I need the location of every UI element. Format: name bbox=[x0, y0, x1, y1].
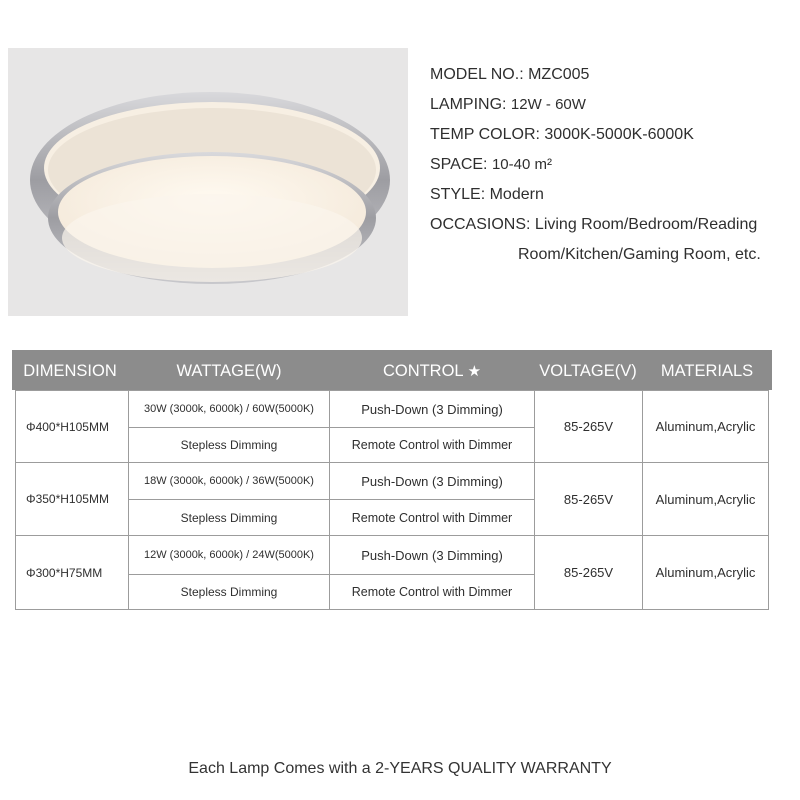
table-header bbox=[12, 350, 772, 390]
table-row-2-control-remote: Remote Control with Dimmer bbox=[329, 499, 535, 536]
spec-temp-color: TEMP COLOR: 3000K-5000K-6000K bbox=[430, 126, 694, 143]
table-row-1-voltage: 85-265V bbox=[534, 390, 643, 463]
table-row-3-voltage: 85-265V bbox=[534, 535, 643, 610]
spec-style: STYLE: Modern bbox=[430, 186, 544, 203]
warranty-note: Each Lamp Comes with a 2-YEARS QUALITY WARRANTY bbox=[188, 760, 612, 777]
table-row-1-control-push: Push-Down (3 Dimming) bbox=[329, 390, 535, 428]
product-photo bbox=[8, 48, 408, 316]
table-row-1-dimming: Stepless Dimming bbox=[128, 427, 330, 463]
spec-space: SPACE: 10-40 m² bbox=[430, 156, 552, 173]
table-row-3-control-push: Push-Down (3 Dimming) bbox=[329, 535, 535, 575]
spec-table bbox=[12, 350, 772, 610]
table-row-2-dimming: Stepless Dimming bbox=[128, 499, 330, 536]
table-row-3-control-remote: Remote Control with Dimmer bbox=[329, 574, 535, 610]
table-row-2-control-push: Push-Down (3 Dimming) bbox=[329, 462, 535, 500]
table-row-1-control-remote: Remote Control with Dimmer bbox=[329, 427, 535, 463]
table-row-3-dimming: Stepless Dimming bbox=[128, 574, 330, 610]
header-wattage: WATTAGE(W) bbox=[176, 362, 282, 380]
table-row-2-materials: Aluminum,Acrylic bbox=[642, 462, 769, 536]
spec-lamping: LAMPING: 12W - 60W bbox=[430, 96, 586, 113]
table-row-2-voltage: 85-265V bbox=[534, 462, 643, 536]
spec-occasions: OCCASIONS: Living Room/Bedroom/Reading bbox=[430, 216, 758, 233]
table-row-3-wattage: 12W (3000k, 6000k) / 24W(5000K) bbox=[128, 535, 330, 575]
table-row-2-wattage: 18W (3000k, 6000k) / 36W(5000K) bbox=[128, 462, 330, 500]
ceiling-lamp-illustration bbox=[8, 48, 408, 316]
header-control: CONTROL ★ bbox=[382, 362, 482, 380]
table-row-3-dimension: Φ300*H75MM bbox=[15, 535, 129, 610]
table-row-1-dimension: Φ400*H105MM bbox=[15, 390, 129, 463]
header-voltage: VOLTAGE(V) bbox=[539, 362, 637, 380]
header-dimension: DIMENSION bbox=[23, 362, 117, 380]
table-row-1-materials: Aluminum,Acrylic bbox=[642, 390, 769, 463]
table-row-2-dimension: Φ350*H105MM bbox=[15, 462, 129, 536]
spec-occasions-continued: Room/Kitchen/Gaming Room, etc. bbox=[518, 246, 761, 263]
spec-list bbox=[430, 60, 795, 270]
star-icon: ★ bbox=[467, 363, 482, 380]
table-row-3-materials: Aluminum,Acrylic bbox=[642, 535, 769, 610]
spec-model: MODEL NO.: MZC005 bbox=[430, 66, 590, 83]
header-materials: MATERIALS bbox=[660, 362, 754, 380]
table-row-1-wattage: 30W (3000k, 6000k) / 60W(5000K) bbox=[128, 390, 330, 428]
